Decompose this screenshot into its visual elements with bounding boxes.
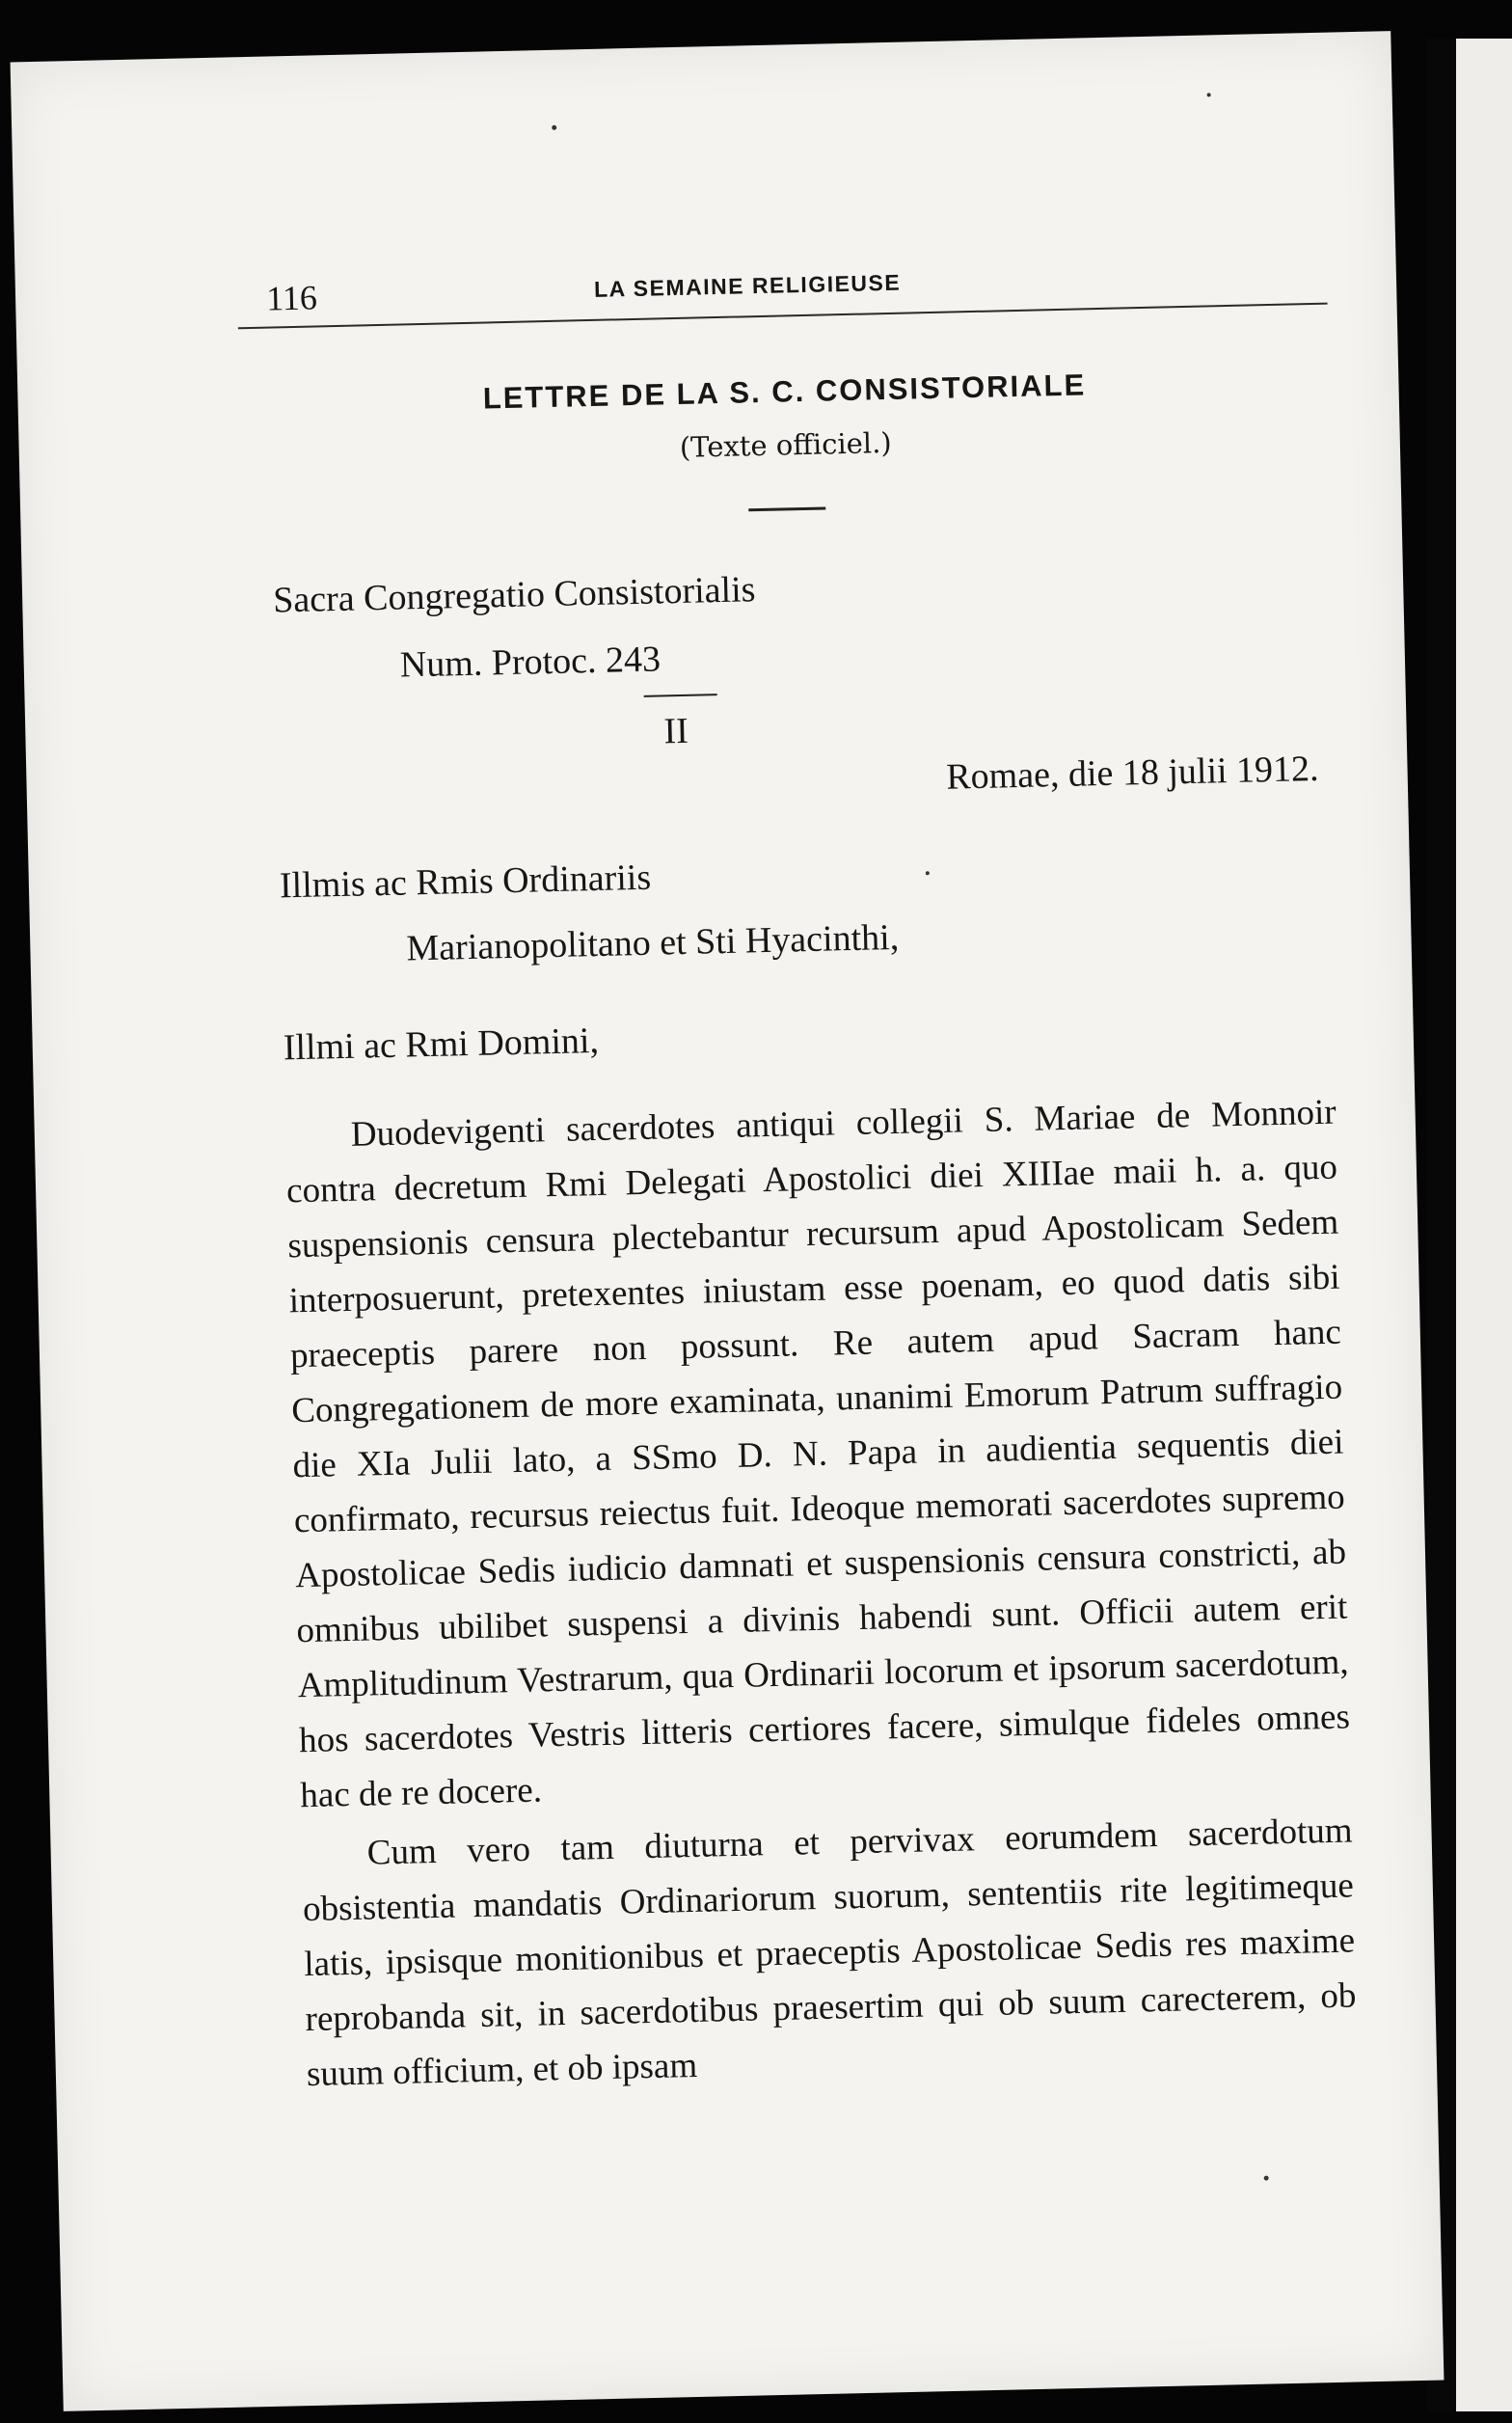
addressee-line-1: Illmis ac Rmis Ordinariis	[279, 857, 652, 907]
letter-body	[256, 1084, 1367, 2102]
book-page	[11, 31, 1444, 2411]
letter-subtitle: (Texte officiel.)	[679, 425, 893, 464]
scan-speck	[1264, 2176, 1269, 2181]
scan-speck	[1207, 93, 1211, 96]
sender-line: Sacra Congregatio Consistorialis	[272, 569, 756, 621]
protocol-numeral: II	[662, 710, 689, 752]
letter-title: LETTRE DE LA S. C. CONSISTORIALE	[482, 368, 1087, 416]
page-content	[236, 216, 1368, 2103]
salutation: Illmi ac Rmi Domini,	[283, 1020, 600, 1069]
running-header	[236, 216, 1328, 330]
page-number: 116	[265, 278, 318, 318]
facing-page-edge	[1456, 39, 1512, 2411]
protocol-number: Num. Protoc. 243	[399, 639, 662, 686]
title-divider	[748, 506, 825, 511]
addressee-line-2: Marianopolitano et Sti Hyacinthi,	[406, 916, 900, 969]
scan-speck	[926, 871, 930, 875]
protocol-fraction-rule	[644, 694, 717, 697]
body-paragraph-1: Duodevigenti sacerdotes antiqui collegii S. Mariae de Monnoir contra decretum Rmi Delegati Apostolici diei XIIIae maii h. a. quo suspensionis censura plectebantur recursum apud Apostolicam Sedem interposuerunt, pretexentes iniustam esse poenam, eo quod datis sibi praeceptis parere non possunt. Re autem apud Sacram hanc Congregationem de more examinata, unanimi Emorum Patrum suffragio die XIa Julii lato, a SSmo D. N. Papa in audientia sequentis diei confirmato, recursus reiectus fuit. Ideoque memorati sacerdotes supremo Apostolicae Sedis iudicio damnati et suspensionis censura constricti, ab omnibus ubilibet suspensi a divinis habendi sunt. Officii autem erit Amplitudinum Vestrarum, qua Ordinarii locorum et ipsorum sacerdotum, hos sacerdotes Vestris litteris certiores facere, simulque fideles omnes hac de re docere.	[285, 1092, 1351, 1816]
dateline: Romae, die 18 julii 1912.	[945, 748, 1319, 798]
body-paragraph-2: Cum vero tam diuturna et pervivax eorumdem sacerdotum obsistentia mandatis Ordinariorum suorum, sententiis rite legitimeque latis, ipsisque monitionibus et praeceptis Apostolicae Sedis res maxime reprobanda sit, in sacerdotibus praesertim qui ob suum carecterem, ob suum officium, et ob ipsam	[302, 1810, 1357, 2095]
scan-speck	[552, 125, 556, 130]
publication-title: LA SEMAINE RELIGIEUSE	[593, 269, 902, 302]
